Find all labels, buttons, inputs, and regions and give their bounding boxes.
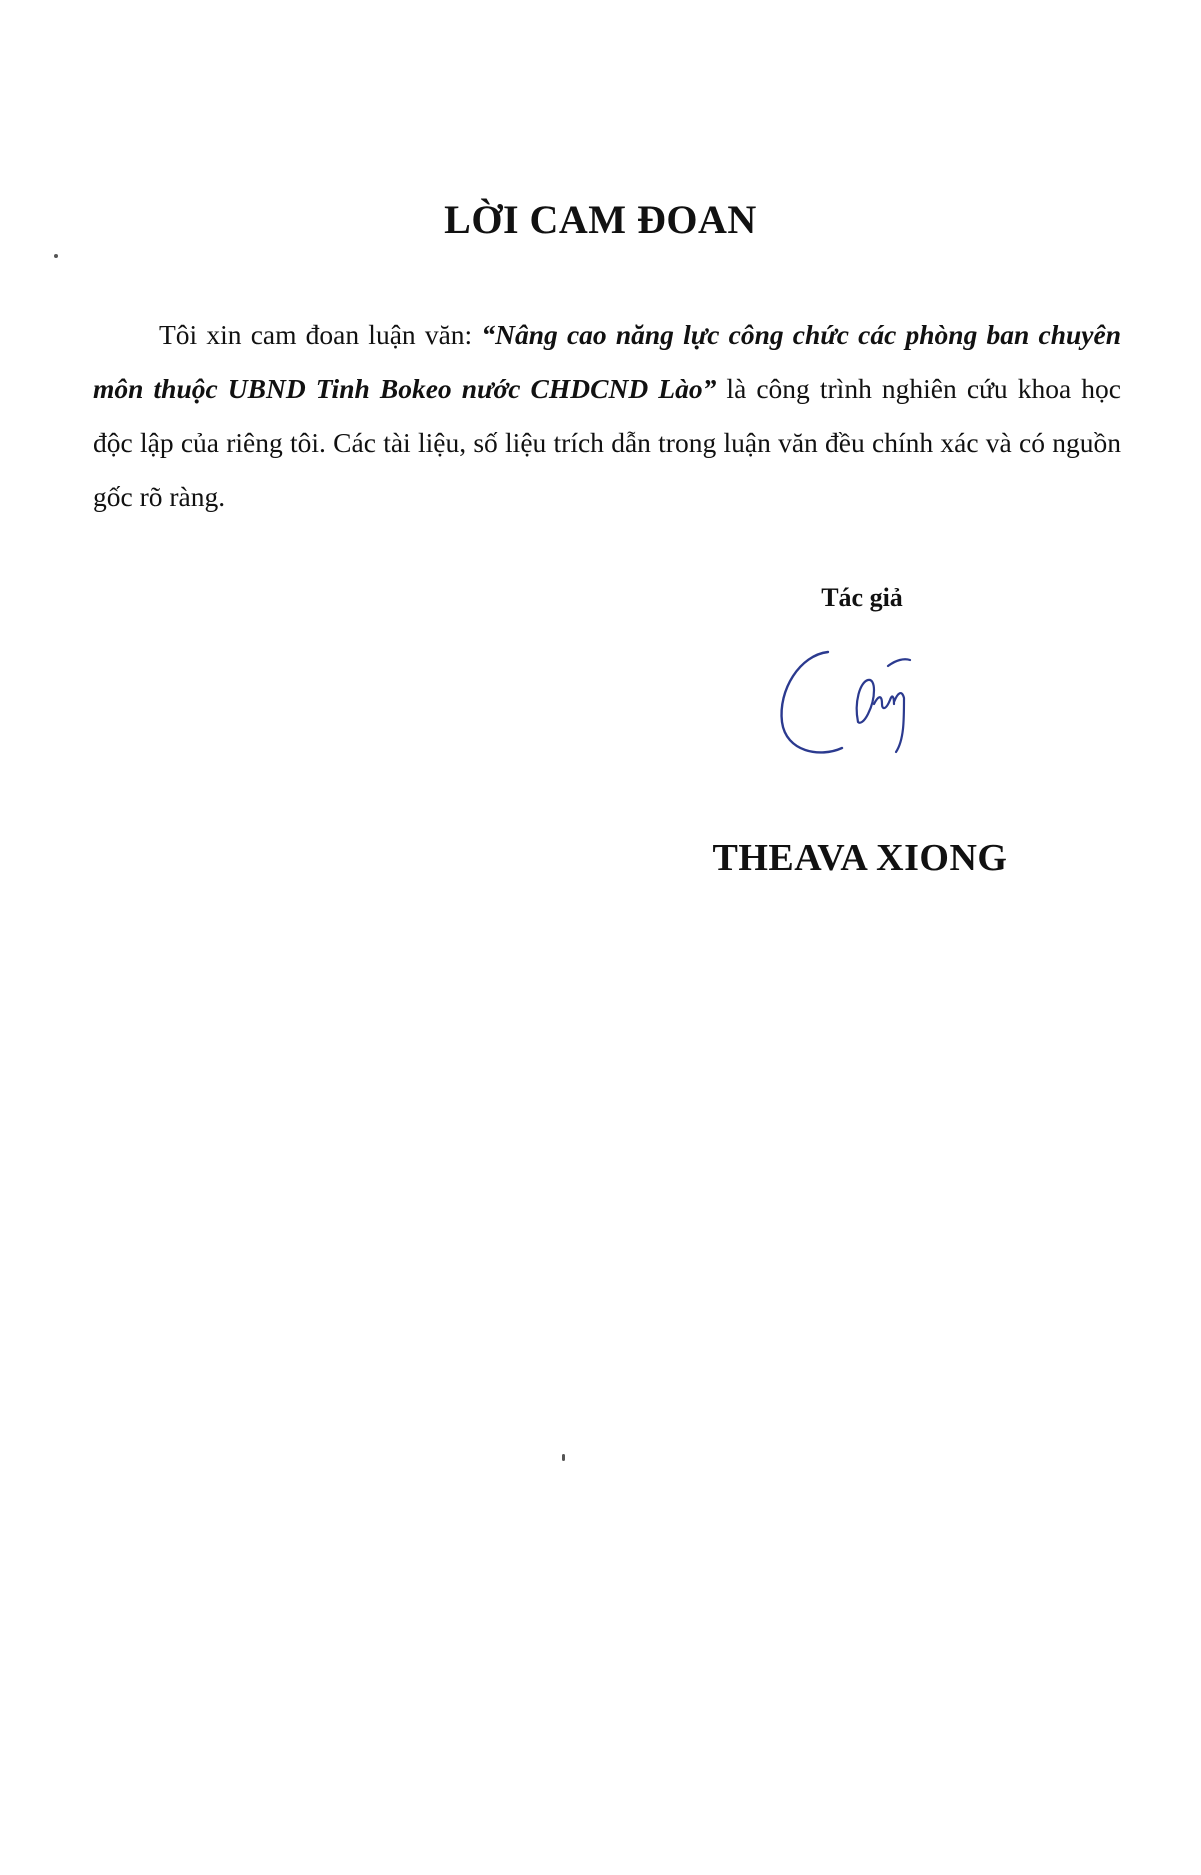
- declaration-paragraph: [93, 308, 1121, 524]
- signature-image: [770, 640, 950, 765]
- scan-speck: [54, 254, 58, 258]
- page-title: LỜI CAM ĐOAN: [444, 197, 757, 242]
- author-name: THEAVA XIONG: [712, 837, 1008, 879]
- author-label: Tác giả: [821, 583, 903, 612]
- paragraph-rest: là công trình nghiên cứu khoa học độc lập của riêng tôi. Các tài liệu, số liệu trích dẫn trong luận văn đều chính xác và có nguồn gốc rõ ràng.: [93, 373, 1122, 512]
- paragraph-lead: Tôi xin cam đoan luận văn:: [159, 319, 482, 350]
- scan-speck: [562, 1454, 565, 1461]
- thesis-title: “Nâng cao năng lực công chức các phòng ban chuyên môn thuộc UBND Tinh Bokeo nước CHDCND Lào”: [93, 319, 1122, 404]
